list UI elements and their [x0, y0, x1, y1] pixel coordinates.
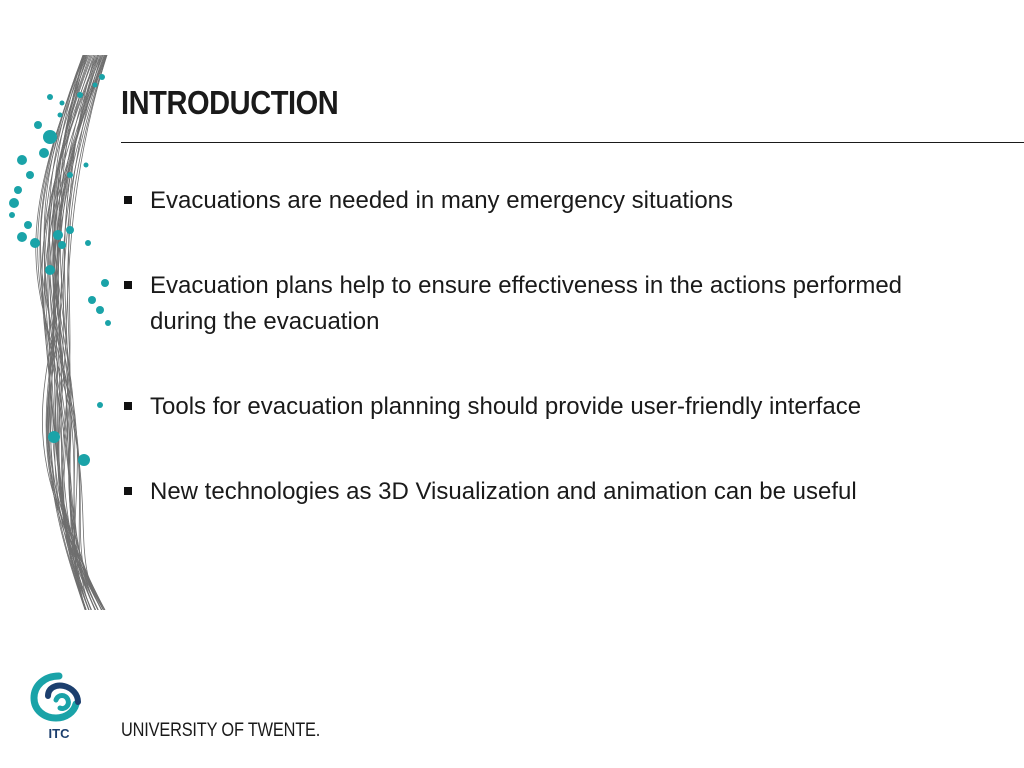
bullet-text: New technologies as 3D Visualization and animation can be useful [150, 478, 857, 505]
logo-text: ITC [48, 726, 70, 741]
flowing-lines-decoration [0, 55, 112, 610]
decor-dot [84, 163, 89, 168]
decor-dot [17, 232, 27, 242]
title-divider [121, 142, 1024, 143]
decor-dot [34, 121, 42, 129]
bullet-text: Tools for evacuation planning should provide user-friendly interface [150, 393, 862, 420]
decor-dot [9, 198, 19, 208]
decor-dot [67, 172, 73, 178]
bullet-list [121, 183, 921, 510]
decor-dot [24, 221, 32, 229]
decor-dot [88, 296, 96, 304]
university-name: UNIVERSITY OF TWENTE. [121, 720, 321, 741]
square-bullet-icon [124, 487, 132, 495]
bullet-item [121, 474, 921, 510]
decor-dot [43, 130, 57, 144]
bullet-item [121, 389, 921, 425]
square-bullet-icon [124, 402, 132, 410]
decor-dot [60, 101, 65, 106]
decor-dot [58, 113, 63, 118]
bullet-item [121, 183, 921, 219]
decor-dot [48, 431, 60, 443]
bullet-item [121, 268, 921, 340]
decor-dot [53, 230, 63, 240]
slide-title: INTRODUCTION [121, 84, 339, 121]
bullet-text: Evacuation plans help to ensure effectiveness in the actions performed during the evacuation [150, 272, 903, 335]
decor-dot [101, 279, 109, 287]
decor-dot [99, 74, 105, 80]
decor-dot [58, 241, 66, 249]
decor-dot [30, 238, 40, 248]
square-bullet-icon [124, 281, 132, 289]
decor-dot [77, 92, 83, 98]
bullet-text: Evacuations are needed in many emergency situations [150, 187, 734, 214]
decor-dot [39, 148, 49, 158]
decor-dot [26, 171, 34, 179]
decor-dot [66, 226, 74, 234]
decor-dot [47, 94, 53, 100]
decor-dot [105, 320, 111, 326]
decor-dot [17, 155, 27, 165]
decor-dot [85, 240, 91, 246]
decor-dot [96, 306, 104, 314]
decor-dot [45, 265, 55, 275]
decor-dot [78, 454, 90, 466]
decor-dot [9, 212, 15, 218]
square-bullet-icon [124, 196, 132, 204]
decor-dot [93, 83, 98, 88]
itc-logo-icon [26, 670, 92, 742]
decor-dot [14, 186, 22, 194]
decor-dot [97, 402, 103, 408]
